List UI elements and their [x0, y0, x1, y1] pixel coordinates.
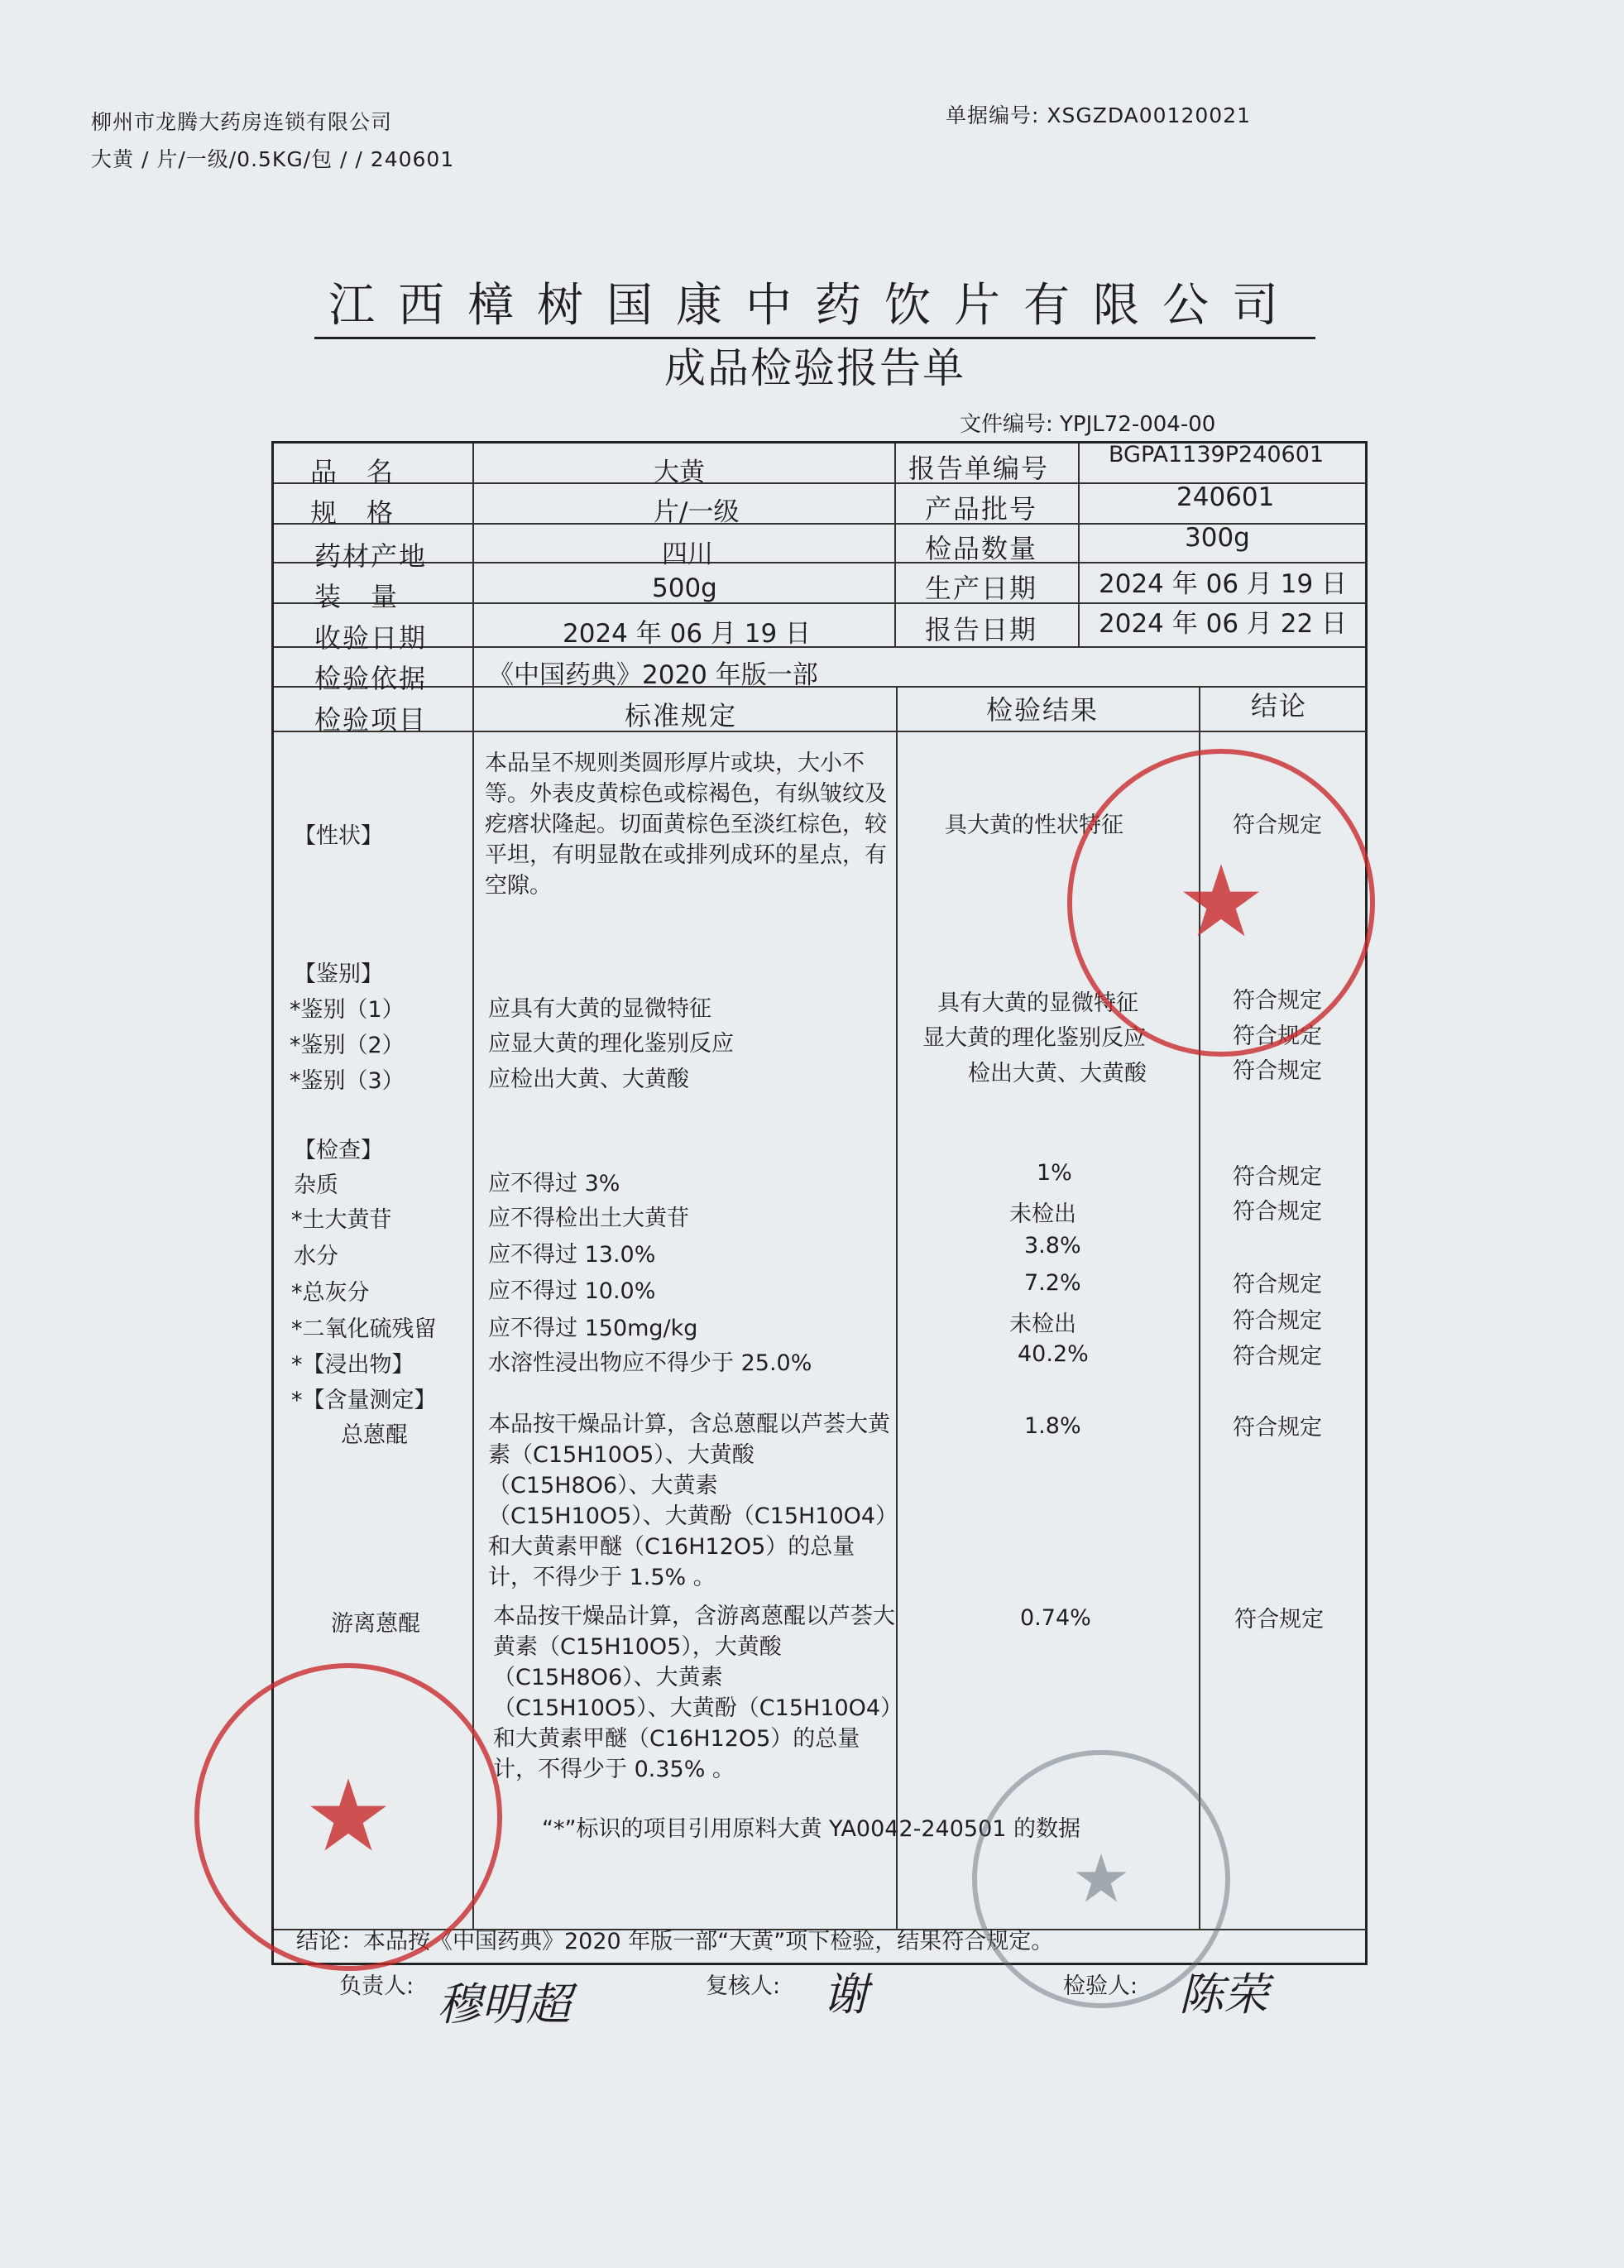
- conc-jb3: 符合规定: [1233, 1058, 1322, 1084]
- batch-label: 产品批号: [925, 493, 1038, 525]
- quality-seal-1: [1067, 749, 1375, 1057]
- conc-zek: 符合规定: [1233, 1415, 1322, 1441]
- std-jb3: 应检出大黄、大黄酸: [488, 1067, 689, 1092]
- conc-zz: 符合规定: [1233, 1164, 1322, 1190]
- recv-date-label: 收验日期: [314, 622, 428, 654]
- spec-label: 规 格: [310, 497, 395, 529]
- name-label: 品 名: [310, 456, 395, 487]
- prod-date-value: 2024 年 06 月 19 日: [1099, 569, 1348, 599]
- col-standard: 标准规定: [625, 700, 738, 731]
- conc-xingzhuang: 符合规定: [1233, 813, 1322, 838]
- batch-value: 240601: [1176, 482, 1275, 512]
- item-zz: 杂质: [294, 1172, 338, 1198]
- header-company: 柳州市龙腾大药房连锁有限公司: [91, 110, 393, 134]
- conc-zhf: 符合规定: [1233, 1272, 1322, 1297]
- conclusion-line: 结论：本品按《中国药典》2020 年版一部“大黄”项下检验，结果符合规定。: [296, 1929, 1054, 1954]
- result-zz: 1%: [1037, 1160, 1072, 1186]
- std-zek: 本品按干燥品计算，含总蒽醌以芦荟大黄素（C15H10O5）、大黄酸（C15H8O6）、大黄素（C15H10O5）、大黄酚（C15H10O4）和大黄素甲醚（C16H12O5）的总量计，不得少于 1.5% 。: [488, 1412, 890, 1590]
- prod-date-label: 生产日期: [925, 573, 1038, 604]
- item-eyh: *二氧化硫残留: [291, 1316, 437, 1342]
- qty-value: 300g: [1185, 523, 1250, 553]
- star-icon: ★: [304, 1759, 393, 1874]
- result-jcw: 40.2%: [1018, 1341, 1089, 1367]
- report-date-value: 2024 年 06 月 22 日: [1099, 609, 1348, 639]
- star-icon: ★: [1176, 845, 1266, 960]
- company-title: 江西樟树国康中药饮片有限公司: [314, 269, 1315, 339]
- responsible-signature: 穆明超: [437, 1978, 571, 2031]
- result-jb2: 显大黄的理化鉴别反应: [922, 1025, 1146, 1051]
- reviewer-label: 复核人:: [706, 1973, 781, 1999]
- report-date-label: 报告日期: [925, 614, 1038, 645]
- origin-value: 四川: [662, 539, 713, 569]
- item-sf: 水分: [294, 1244, 338, 1269]
- quality-seal-2: [194, 1663, 502, 1971]
- conc-jb2: 符合规定: [1233, 1024, 1322, 1049]
- report-title: 成品检验报告单: [664, 344, 965, 392]
- section-hlcd: *【含量测定】: [291, 1388, 437, 1413]
- std-jb2: 应显大黄的理化鉴别反应: [488, 1031, 734, 1057]
- std-jcw: 水溶性浸出物应不得少于 25.0%: [488, 1350, 812, 1376]
- item-jb1: *鉴别（1）: [290, 997, 405, 1023]
- item-zek: 总蒽醌: [341, 1422, 408, 1448]
- pack-value: 500g: [652, 573, 717, 603]
- conc-jcw: 符合规定: [1233, 1344, 1322, 1369]
- item-jb3: *鉴别（3）: [290, 1068, 405, 1094]
- header-doc-number: 单据编号: XSGZDA00120021: [946, 103, 1252, 127]
- spec-value: 片/一级: [654, 497, 740, 527]
- result-tdh: 未检出: [1009, 1201, 1076, 1227]
- std-zhf: 应不得过 10.0%: [488, 1278, 656, 1304]
- result-zek: 1.8%: [1024, 1413, 1081, 1439]
- footnote: “*”标识的项目引用原料大黄 YA0042-240501 的数据: [542, 1816, 1081, 1842]
- std-sf: 应不得过 13.0%: [488, 1242, 656, 1268]
- result-xingzhuang: 具大黄的性状特征: [945, 813, 1123, 838]
- responsible-label: 负责人:: [339, 1973, 414, 1999]
- col-item: 检验项目: [314, 704, 428, 736]
- basis-label: 检验依据: [314, 663, 428, 694]
- report-no-label: 报告单编号: [908, 453, 1050, 484]
- conc-tdh: 符合规定: [1233, 1199, 1322, 1225]
- inspector-signature: 陈荣: [1179, 1968, 1268, 2021]
- section-jianbie: 【鉴别】: [294, 961, 383, 987]
- std-zz: 应不得过 3%: [488, 1171, 620, 1196]
- conc-ylek: 符合规定: [1234, 1607, 1324, 1633]
- basis-value: 《中国药典》2020 年版一部: [488, 660, 818, 690]
- conc-eyh: 符合规定: [1233, 1308, 1322, 1334]
- result-jb3: 检出大黄、大黄酸: [968, 1061, 1147, 1086]
- item-jcw: *【浸出物】: [291, 1352, 414, 1378]
- item-xingzhuang: 【性状】: [294, 823, 383, 849]
- report-no-value: BGPA1139P240601: [1109, 442, 1325, 468]
- std-ylek: 本品按干燥品计算，含游离蒽醌以芦荟大黄素（C15H10O5），大黄酸（C15H8O6）、大黄素（C15H10O5）、大黄酚（C15H10O4）和大黄素甲醚（C16H12O5）的总量计，不得少于 0.35% 。: [493, 1604, 895, 1782]
- std-eyh: 应不得过 150mg/kg: [488, 1316, 698, 1341]
- header-product: 大黄 / 片/一级/0.5KG/包 / / 240601: [91, 147, 455, 171]
- result-eyh: 未检出: [1009, 1311, 1076, 1337]
- result-sf: 3.8%: [1024, 1233, 1081, 1259]
- conc-jb1: 符合规定: [1233, 988, 1322, 1014]
- reviewer-signature: 谢: [823, 1968, 868, 2021]
- inspection-seal: [972, 1750, 1230, 2008]
- std-xingzhuang: 本品呈不规则类圆形厚片或块，大小不等。外表皮黄棕色或棕褐色，有纵皱纹及疙瘩状隆起。切面黄棕色至淡红棕色，较平坦，有明显散在或排列成环的星点，有空隙。: [485, 750, 887, 899]
- item-zhf: *总灰分: [291, 1280, 370, 1306]
- item-ylek: 游离蒽醌: [331, 1611, 420, 1637]
- origin-label: 药材产地: [314, 540, 428, 572]
- item-tdh: *土大黄苷: [291, 1207, 392, 1233]
- pack-label: 装 量: [314, 581, 400, 612]
- col-conclusion: 结论: [1251, 690, 1308, 722]
- std-tdh: 应不得检出土大黄苷: [488, 1206, 689, 1231]
- section-jiancha: 【检查】: [294, 1138, 383, 1163]
- result-ylek: 0.74%: [1020, 1605, 1091, 1631]
- qty-label: 检品数量: [925, 533, 1038, 564]
- result-zhf: 7.2%: [1024, 1270, 1081, 1296]
- name-value: 大黄: [654, 458, 705, 487]
- col-result: 检验结果: [986, 694, 1099, 726]
- std-jb1: 应具有大黄的显微特征: [488, 996, 711, 1022]
- recv-date-value: 2024 年 06 月 19 日: [563, 619, 812, 649]
- inspector-label: 检验人:: [1063, 1973, 1138, 1999]
- file-number: 文件编号: YPJL72-004-00: [960, 412, 1216, 437]
- star-icon: ★: [1071, 1840, 1131, 1917]
- item-jb2: *鉴别（2）: [290, 1033, 405, 1058]
- result-jb1: 具有大黄的显微特征: [937, 990, 1138, 1016]
